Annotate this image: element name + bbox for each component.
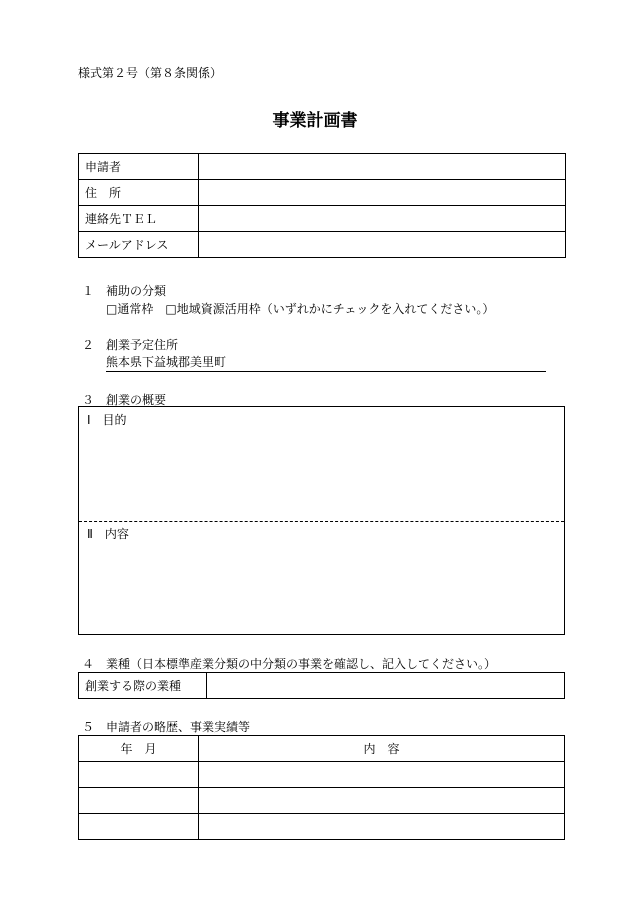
section-number: ５ [82,720,95,734]
section-title: 創業の概要 [106,393,167,407]
dashed-divider [79,521,564,522]
section-title: 申請者の略歴、事業実績等 [106,720,251,734]
table-row [79,814,565,840]
content-cell[interactable] [199,814,565,840]
subsidy-category-options [106,300,494,317]
history-table [78,735,565,840]
section-4-heading [82,655,496,672]
form-number: 様式第２号（第８条関係） [78,66,223,80]
applicant-label: 申請者 [79,154,199,180]
industry-table [78,672,565,699]
date-cell[interactable] [79,788,199,814]
industry-field[interactable] [207,673,565,699]
address-label: 住 所 [79,180,199,206]
checkbox-standard[interactable]: □通常枠 [106,302,154,316]
table-row [79,762,565,788]
overview-box[interactable] [78,406,565,635]
content-cell[interactable] [199,788,565,814]
date-cell[interactable] [79,814,199,840]
section-5-heading [82,718,250,735]
section-number: ２ [82,338,95,352]
section-number: １ [82,284,95,298]
table-row [79,673,565,699]
phone-label: 連絡先ＴＥＬ [79,206,199,232]
address-field[interactable] [199,180,566,206]
section-number: ４ [82,657,95,671]
page-title: 事業計画書 [272,111,358,131]
section-1-heading [82,282,166,299]
table-row [79,232,566,258]
checkbox-regional-resource[interactable]: □地域資源活用枠 [165,302,261,316]
purpose-label: Ⅰ 目的 [87,413,127,427]
table-row [79,206,566,232]
column-header-date: 年 月 [79,736,199,762]
table-row [79,788,565,814]
instruction-note: （いずれかにチェックを入れてください。） [260,302,495,316]
content-label: Ⅱ 内容 [87,527,129,541]
date-cell[interactable] [79,762,199,788]
checkbox-label: 地域資源活用枠 [176,302,261,316]
applicant-table [78,153,566,258]
table-row [79,154,566,180]
table-row [79,180,566,206]
phone-field[interactable] [199,206,566,232]
industry-label: 創業する際の業種 [79,673,207,699]
section-title: 補助の分類 [106,284,167,298]
column-header-content: 内 容 [199,736,565,762]
email-label: メールアドレス [79,232,199,258]
section-number: ３ [82,393,95,407]
applicant-field[interactable] [199,154,566,180]
table-header-row [79,736,565,762]
checkbox-label: 通常枠 [117,302,154,316]
section-2-heading [82,336,178,353]
content-cell[interactable] [199,762,565,788]
planned-address-field[interactable]: 熊本県下益城郡美里町 [106,353,546,372]
section-title: 業種（日本標準産業分類の中分類の事業を確認し、記入してください。） [106,657,497,671]
email-field[interactable] [199,232,566,258]
section-title: 創業予定住所 [106,338,179,352]
